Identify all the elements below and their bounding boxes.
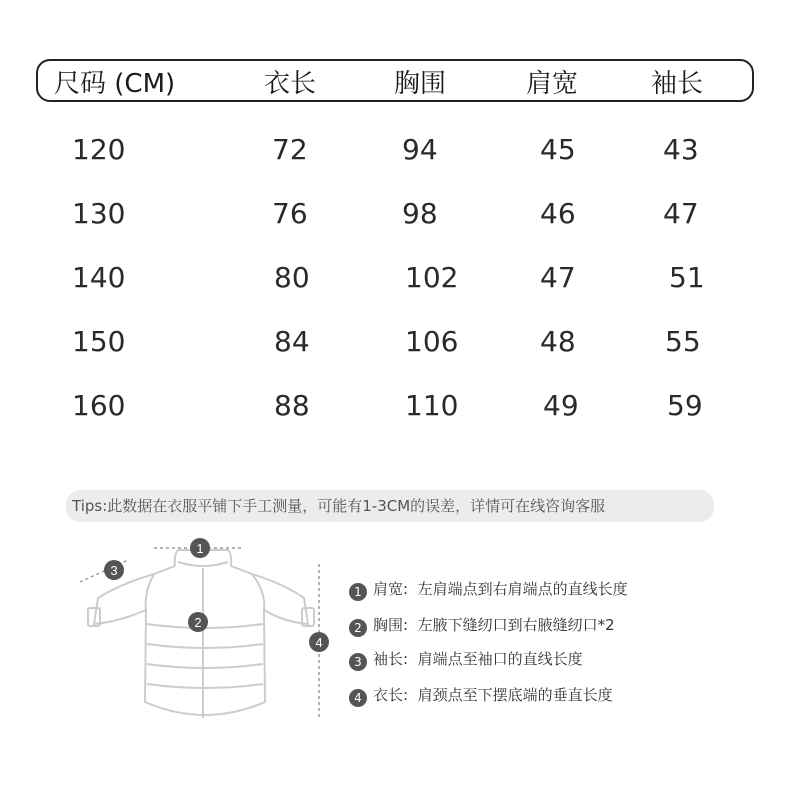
cell-shoulder: 46 bbox=[540, 197, 576, 230]
legend-desc: 左腋下缝纫口到右腋缝纫口*2 bbox=[417, 616, 615, 634]
legend-number-icon: 4 bbox=[349, 689, 367, 707]
header-chest: 胸围 bbox=[394, 69, 447, 99]
tips-banner: Tips:此数据在衣服平铺下手工测量，可能有1-3CM的误差，详情可在线咨询客服 bbox=[66, 490, 714, 522]
legend-desc: 肩颈点至下摆底端的垂直长度 bbox=[417, 686, 613, 704]
marker-1-label: 1 bbox=[196, 541, 204, 556]
cell-shoulder: 45 bbox=[540, 133, 576, 166]
cell-size: 160 bbox=[72, 389, 126, 422]
cell-size: 150 bbox=[72, 325, 126, 358]
legend-number-icon: 3 bbox=[349, 653, 367, 671]
cell-length: 72 bbox=[272, 133, 308, 166]
header-shoulder: 肩宽 bbox=[526, 69, 579, 99]
marker-3-label: 3 bbox=[110, 563, 118, 578]
legend-item bbox=[349, 614, 615, 637]
cell-shoulder: 49 bbox=[543, 389, 579, 422]
cell-chest: 102 bbox=[405, 261, 459, 294]
cell-chest: 98 bbox=[402, 197, 438, 230]
cell-sleeve: 47 bbox=[663, 197, 699, 230]
legend-name: 肩宽: bbox=[373, 580, 409, 598]
legend-number-icon: 2 bbox=[349, 619, 367, 637]
marker-2-label: 2 bbox=[194, 615, 202, 630]
legend-desc: 左肩端点到右肩端点的直线长度 bbox=[417, 580, 628, 598]
jacket-diagram bbox=[70, 532, 340, 732]
cell-length: 84 bbox=[274, 325, 310, 358]
table-row bbox=[0, 325, 790, 365]
legend-name: 胸围: bbox=[373, 616, 409, 634]
table-row bbox=[0, 389, 790, 429]
diagram-markers bbox=[104, 538, 329, 652]
legend-number-icon: 1 bbox=[349, 583, 367, 601]
legend-desc: 肩端点至袖口的直线长度 bbox=[417, 650, 583, 668]
table-row bbox=[0, 261, 790, 301]
cell-sleeve: 51 bbox=[669, 261, 705, 294]
legend-name: 袖长: bbox=[373, 650, 409, 668]
legend-name: 衣长: bbox=[373, 686, 409, 704]
cell-length: 88 bbox=[274, 389, 310, 422]
legend-item bbox=[349, 684, 613, 707]
cell-shoulder: 48 bbox=[540, 325, 576, 358]
cell-chest: 94 bbox=[402, 133, 438, 166]
table-row bbox=[0, 133, 790, 173]
legend-item bbox=[349, 648, 583, 671]
cell-chest: 110 bbox=[405, 389, 459, 422]
legend-item bbox=[349, 578, 628, 601]
cell-chest: 106 bbox=[405, 325, 459, 358]
marker-4-label: 4 bbox=[315, 635, 323, 650]
cell-size: 130 bbox=[72, 197, 126, 230]
cell-length: 80 bbox=[274, 261, 310, 294]
cell-size: 140 bbox=[72, 261, 126, 294]
cell-sleeve: 55 bbox=[665, 325, 701, 358]
cell-sleeve: 59 bbox=[667, 389, 703, 422]
cell-length: 76 bbox=[272, 197, 308, 230]
header-length: 衣长 bbox=[264, 69, 317, 99]
header-size: 尺码 (CM) bbox=[54, 69, 176, 99]
cell-size: 120 bbox=[72, 133, 126, 166]
cell-sleeve: 43 bbox=[663, 133, 699, 166]
cell-shoulder: 47 bbox=[540, 261, 576, 294]
table-row bbox=[0, 197, 790, 237]
header-sleeve: 袖长 bbox=[651, 69, 704, 99]
